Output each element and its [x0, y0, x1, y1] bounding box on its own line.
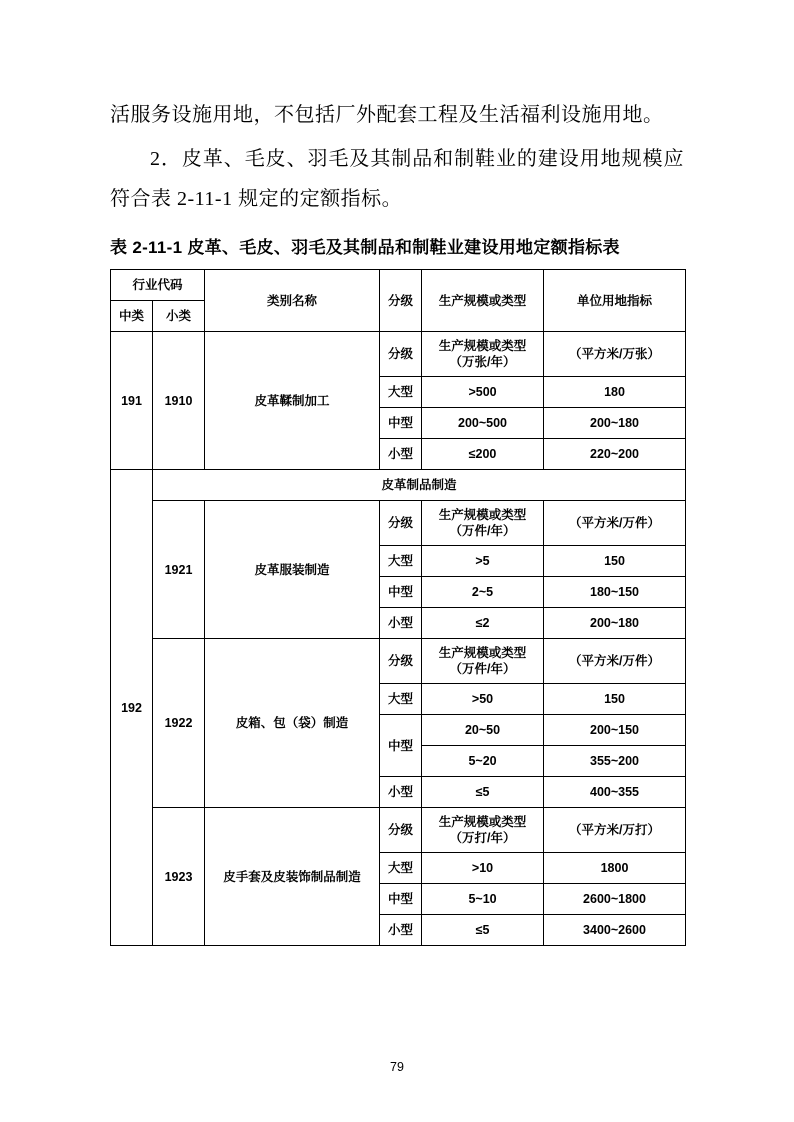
table-header-row-1: [111, 270, 686, 301]
cell-sub-class-1922: 1922: [153, 639, 205, 808]
cell-grade-header: 分级: [380, 639, 422, 684]
cell-grade-header: 分级: [380, 332, 422, 377]
header-industry-code: 行业代码: [111, 270, 205, 301]
table-row: [111, 501, 686, 546]
cell-category-name-1922: 皮箱、包（袋）制造: [205, 639, 380, 808]
table-row: [111, 470, 686, 501]
land-index-table: [110, 269, 686, 946]
cell-grade: 中型: [380, 577, 422, 608]
cell-grade: 大型: [380, 377, 422, 408]
cell-scale: ≤200: [422, 439, 544, 470]
cell-scale: 20~50: [422, 715, 544, 746]
cell-scale: 2~5: [422, 577, 544, 608]
cell-grade: 中型: [380, 715, 422, 777]
cell-grade: 中型: [380, 884, 422, 915]
cell-grade: 大型: [380, 853, 422, 884]
cell-grade: 小型: [380, 915, 422, 946]
cell-index: 150: [544, 684, 686, 715]
scale-unit-line2: （万张/年）: [449, 355, 516, 369]
cell-scale: >5: [422, 546, 544, 577]
cell-sub-class-1910: 1910: [153, 332, 205, 470]
cell-scale-unit: [422, 808, 544, 853]
scale-unit-line2: （万打/年）: [449, 831, 516, 845]
cell-index-unit: （平方米/万件）: [544, 501, 686, 546]
cell-scale: >500: [422, 377, 544, 408]
header-category-name: 类别名称: [205, 270, 380, 332]
cell-scale: 5~20: [422, 746, 544, 777]
cell-index-unit: （平方米/万张）: [544, 332, 686, 377]
header-mid-class: 中类: [111, 301, 153, 332]
cell-mid-class-191: 191: [111, 332, 153, 470]
cell-grade-header: 分级: [380, 808, 422, 853]
cell-scale-unit: [422, 501, 544, 546]
header-grade: 分级: [380, 270, 422, 332]
cell-scale: 200~500: [422, 408, 544, 439]
cell-scale: ≤5: [422, 915, 544, 946]
cell-index: 200~180: [544, 608, 686, 639]
header-sub-class: 小类: [153, 301, 205, 332]
scale-unit-line1: 生产规模或类型: [438, 646, 527, 660]
cell-index-unit: （平方米/万打）: [544, 808, 686, 853]
cell-index: 200~150: [544, 715, 686, 746]
header-scale-or-type: 生产规模或类型: [422, 270, 544, 332]
cell-mid-class-192: 192: [111, 470, 153, 946]
cell-grade: 小型: [380, 608, 422, 639]
cell-grade: 大型: [380, 546, 422, 577]
cell-scale: ≤5: [422, 777, 544, 808]
page-number: 79: [390, 1060, 404, 1074]
scale-unit-line1: 生产规模或类型: [438, 815, 527, 829]
cell-category-name-1921: 皮革服装制造: [205, 501, 380, 639]
table-row: [111, 808, 686, 853]
cell-scale: 5~10: [422, 884, 544, 915]
cell-index: 180: [544, 377, 686, 408]
cell-grade: 小型: [380, 777, 422, 808]
paragraph-1: 活服务设施用地，不包括厂外配套工程及生活福利设施用地。: [110, 104, 664, 126]
cell-scale-unit: [422, 639, 544, 684]
table-row: [111, 639, 686, 684]
cell-scale: >10: [422, 853, 544, 884]
cell-scale-unit: [422, 332, 544, 377]
cell-index: 180~150: [544, 577, 686, 608]
cell-category-name-1923: 皮手套及皮装饰制品制造: [205, 808, 380, 946]
cell-index: 150: [544, 546, 686, 577]
cell-category-name-1910: 皮革鞣制加工: [205, 332, 380, 470]
cell-section-banner: 皮革制品制造: [153, 470, 686, 501]
scale-unit-line1: 生产规模或类型: [438, 339, 527, 353]
cell-index: 3400~2600: [544, 915, 686, 946]
cell-index: 2600~1800: [544, 884, 686, 915]
cell-grade: 大型: [380, 684, 422, 715]
header-land-index: 单位用地指标: [544, 270, 686, 332]
scale-unit-line2: （万件/年）: [449, 662, 516, 676]
table-row: [111, 332, 686, 377]
cell-grade-header: 分级: [380, 501, 422, 546]
cell-grade: 小型: [380, 439, 422, 470]
cell-index: 200~180: [544, 408, 686, 439]
cell-sub-class-1921: 1921: [153, 501, 205, 639]
cell-grade: 中型: [380, 408, 422, 439]
cell-scale: ≤2: [422, 608, 544, 639]
cell-index: 1800: [544, 853, 686, 884]
cell-sub-class-1923: 1923: [153, 808, 205, 946]
cell-index-unit: （平方米/万件）: [544, 639, 686, 684]
cell-scale: >50: [422, 684, 544, 715]
cell-index: 355~200: [544, 746, 686, 777]
cell-index: 400~355: [544, 777, 686, 808]
cell-index: 220~200: [544, 439, 686, 470]
scale-unit-line2: （万件/年）: [449, 524, 516, 538]
scale-unit-line1: 生产规模或类型: [438, 508, 527, 522]
paragraph-2: 2．皮革、毛皮、羽毛及其制品和制鞋业的建设用地规模应符合表 2-11-1 规定的定额指标。: [110, 148, 684, 210]
table-title: 表 2-11-1 皮革、毛皮、羽毛及其制品和制鞋业建设用地定额指标表: [110, 238, 620, 257]
